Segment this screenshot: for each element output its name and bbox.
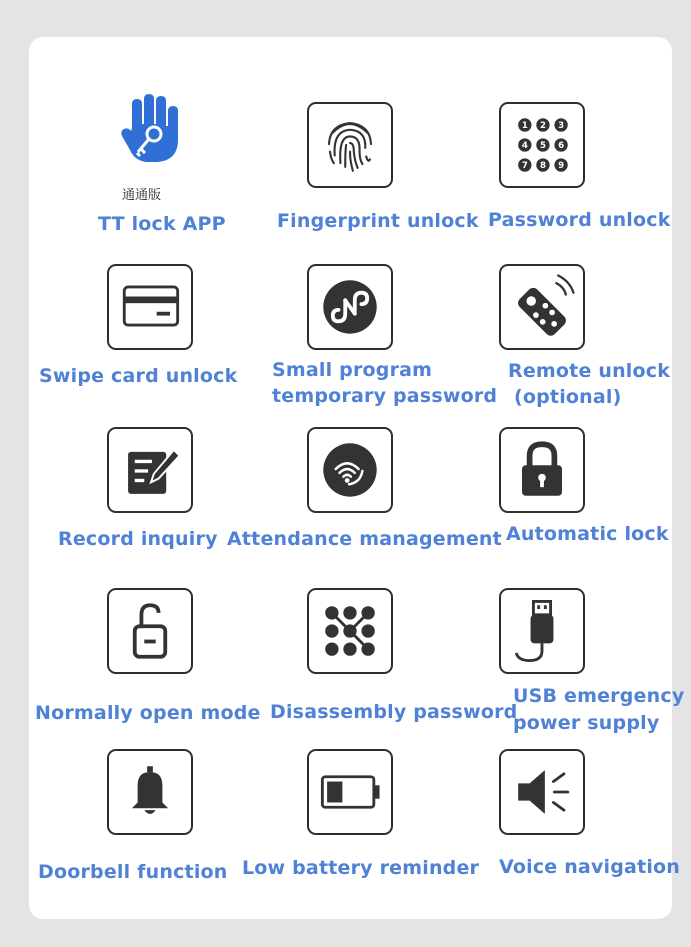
remote-icon [499,264,585,350]
feature-label-card[interactable]: Swipe card unlock [39,365,238,387]
feature-label-password[interactable]: Password unlock [488,209,671,231]
svg-text:4: 4 [521,140,528,151]
padlock-icon [499,427,585,513]
feature-label-remote-2[interactable]: (optional) [514,386,622,408]
svg-text:1: 1 [521,120,528,131]
svg-text:8: 8 [539,160,546,171]
feature-label-app[interactable]: TT lock APP [98,213,226,235]
feature-label-normally-open[interactable]: Normally open mode [35,702,261,724]
keypad-icon [499,102,585,188]
feature-label-usb-2[interactable]: power supply [513,712,660,734]
record-edit-icon [107,427,193,513]
hand-key-app-icon [118,94,184,166]
feature-label-battery[interactable]: Low battery reminder [242,857,480,879]
feature-label-record[interactable]: Record inquiry [58,528,218,550]
battery-icon [307,749,393,835]
svg-text:6: 6 [558,140,565,151]
feature-label-voice[interactable]: Voice navigation [499,856,681,878]
nfc-signal-icon [307,427,393,513]
feature-label-attendance[interactable]: Attendance management [227,528,502,550]
feature-label-disassembly[interactable]: Disassembly password [270,701,518,723]
svg-text:3: 3 [558,120,565,131]
feature-label-autolock[interactable]: Automatic lock [506,523,669,545]
mini-program-icon [307,264,393,350]
card-icon [107,264,193,350]
svg-text:7: 7 [521,160,528,171]
feature-label-program-2[interactable]: temporary password [272,385,498,407]
pattern-grid-icon [307,588,393,674]
fingerprint-icon [307,102,393,188]
svg-text:9: 9 [558,160,565,171]
usb-cable-icon [499,588,585,674]
feature-label-usb-1[interactable]: USB emergency [513,685,685,707]
feature-label-fingerprint[interactable]: Fingerprint unlock [277,210,479,232]
unlocked-padlock-icon [107,588,193,674]
feature-label-doorbell[interactable]: Doorbell function [38,861,228,883]
svg-text:5: 5 [539,140,546,151]
svg-text:2: 2 [539,120,546,131]
feature-label-remote-1[interactable]: Remote unlock [508,360,671,382]
bell-icon [107,749,193,835]
speaker-icon [499,749,585,835]
feature-label-program-1[interactable]: Small program [272,359,433,381]
app-edition-label: 通通版 [122,188,162,203]
